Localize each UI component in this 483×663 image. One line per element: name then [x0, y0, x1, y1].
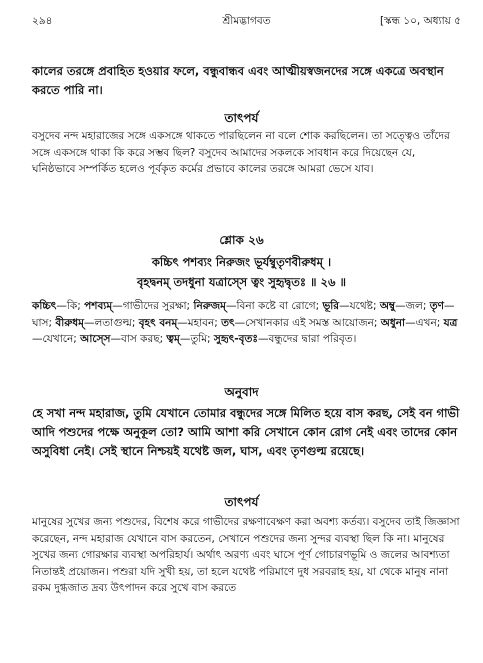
- translation-heading: অনুবাদ: [224, 385, 259, 399]
- purport-heading: তাৎপর্য: [224, 111, 259, 125]
- synonym-term: অম্বু: [379, 300, 396, 312]
- synonym-meaning: যথেষ্ট;: [349, 300, 380, 312]
- synonym-meaning: জল;: [405, 300, 430, 312]
- synonym-term: অধুনা: [380, 316, 406, 329]
- verse-line-1: কচ্চিৎ পশব্যং নিরুজং ভূর্যম্বুতৃণবীরুধম্ ।: [151, 255, 332, 269]
- page-number: ২৯৪: [32, 15, 53, 27]
- verse-line-2: বৃহদ্বনম্ তদধুনা যত্রাস্সে ত্বং সুহৃদ্বৃতঃ ॥ ২৬ ॥: [137, 275, 346, 289]
- synonyms-paragraph: কচ্চিৎ—কি; পশব্যম্—গাভীদের সুরক্ষা; নিরুজম্—বিনা কষ্টে বা রোগে; ভূরি—যথেষ্ট; অম্বু—জল; তৃণ—ঘাস; বীরুধম্—লতাগুল্ম; বৃহৎ বনম্—মহাবন; তৎ—সেখানকার এই সমস্ত আয়োজন; অধুনা—এখন; যত্র—যেখানে; আস্সে—বাস করছ; ত্বম্—তুমি; সুহৃৎ-বৃতঃ—বন্ধুদের দ্বারা পরিবৃত।: [32, 300, 458, 346]
- verse-heading: শ্লোক ২৬: [219, 233, 264, 247]
- synonym-term: কচ্চিৎ: [32, 300, 57, 312]
- purport-heading-2: তাৎপর্য: [224, 495, 259, 509]
- synonym-meaning: সেখানকার এই সমস্ত আয়োজন;: [245, 316, 381, 329]
- page-header: [32, 14, 461, 32]
- synonym-meaning: তুমি;: [190, 333, 214, 346]
- synonym-term: আস্সে: [80, 333, 111, 346]
- synonym-term: নিরুজম্: [193, 300, 226, 312]
- synonym-term: পশব্যম্: [84, 300, 113, 312]
- synonym-meaning: মহাবন;: [187, 316, 222, 329]
- synonym-meaning: এখন;: [415, 316, 444, 329]
- synonym-term: ভূরি: [322, 300, 340, 312]
- synonym-term: ত্বম্: [166, 333, 180, 346]
- synonym-meaning: যেখানে;: [42, 333, 81, 346]
- synonym-term: সুহৃৎ-বৃতঃ: [213, 333, 258, 346]
- running-title: শ্রীমদ্ভাগবত: [222, 15, 271, 27]
- purport-paragraph: বসুদেব নন্দ মহারাজের সঙ্গে একসঙ্গে থাকতে পারছিলেন না বলে শোক করছিলেন। তা সত্ত্বেও তাঁদের সঙ্গে একসঙ্গে থাকা কি করে সম্ভব ছিল? বসুদেব আমাদের সকলকে সাবধান করে দিয়েছেন যে, ঘনিষ্ঠভাবে সম্পর্কিত হলেও পূর্বকৃত কর্মের প্রভাবে কালের তরঙ্গে আমরা ভেসে যাব।: [32, 130, 450, 176]
- synonym-meaning: লতাগুল্ম;: [94, 316, 139, 329]
- synonym-term: যত্র: [443, 316, 458, 329]
- synonym-meaning: গাভীদের সুরক্ষা;: [122, 300, 194, 312]
- synonym-term: বৃহৎ বনম্: [138, 316, 178, 329]
- intro-paragraph: কালের তরঙ্গে প্রবাহিত হওয়ার ফলে, বন্ধুবান্ধব এবং আত্মীয়স্বজনদের সঙ্গে একত্রে অবস্থান করতে পারি না।: [32, 64, 444, 97]
- verse-text: [0, 252, 483, 292]
- synonym-meaning: বাস করছ;: [120, 333, 167, 346]
- synonym-term: তৎ: [221, 316, 235, 329]
- synonym-meaning: বন্ধুদের দ্বারা পরিবৃত।: [268, 333, 357, 346]
- synonym-meaning: কি;: [66, 300, 85, 312]
- synonym-meaning: ঘাস;: [32, 316, 56, 329]
- synonym-term: তৃণ: [429, 300, 444, 312]
- synonym-meaning: বিনা কষ্টে বা রোগে;: [236, 300, 323, 312]
- chapter-reference: [স্কন্ধ ১০, অধ্যায় ৫: [379, 15, 461, 27]
- purport-paragraph-2: মানুষের সুখের জন্য পশুদের, বিশেষ করে গাভীদের রক্ষণাবেক্ষণ করা অবশ্য কর্তব্য। বসুদেব তাই জিজ্ঞাসা করেছেন, নন্দ মহারাজ যেখানে বাস করতেন, সেখানে পশুদের জন্য সুন্দর ব্যবস্থা ছিল কি না। মানুষের সুখের জন্য গোরক্ষার ব্যবস্থা অপরিহার্য। অর্থাৎ অরণ্য এবং ঘাসে পূর্ণ গোচারণভূমি ও জলের আবশ্যতা নিতান্তই প্রয়োজন। পশুরা যদি সুখী হয়, তা হলে যথেষ্ট পরিমাণে দুধ সরবরাহ হয়, যা থেকে মানুষ নানা রকম দুগ্ধজাত দ্রব্য উৎপাদন করে সুখে বাস করতে: [32, 516, 460, 595]
- translation-paragraph: হে সখা নন্দ মহারাজ, তুমি যেখানে তোমার বন্ধুদের সঙ্গে মিলিত হয়ে বাস করছ, সেই বন গাভী আদি পশুদের পক্ষে অনুকূল তো? আমি আশা করি সেখানে কোন রোগ নেই এবং তাদের কোন অসুবিধা নেই। সেই স্থানে নিশ্চয়ই যথেষ্ট জল, ঘাস, এবং তৃণগুল্ম রয়েছে।: [32, 406, 460, 458]
- synonym-term: বীরুধম্: [55, 316, 84, 329]
